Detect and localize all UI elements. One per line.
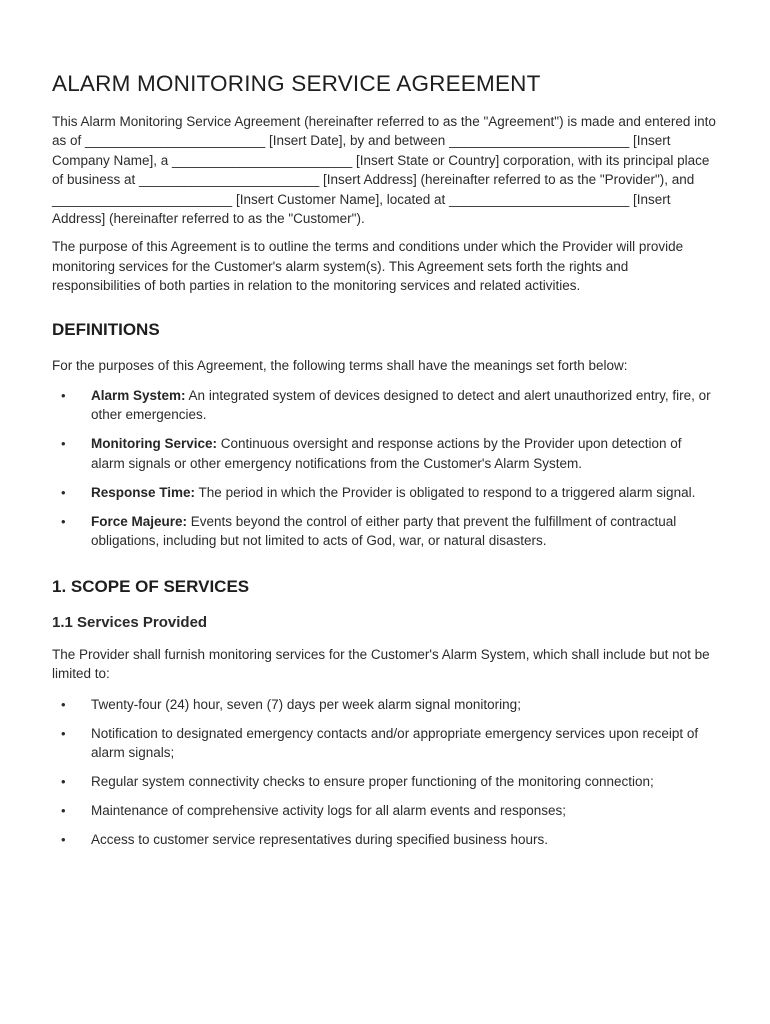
definition-text: An integrated system of devices designed to detect and alert unauthorized entry, fire, or other emergencies. xyxy=(91,388,711,423)
bullet-icon: • xyxy=(61,802,66,818)
definition-text: Events beyond the control of either party that prevent the fulfillment of contractual obligations, including but not limited to acts of God, war, or natural disasters. xyxy=(91,513,677,549)
document-title: ALARM MONITORING SERVICE AGREEMENT xyxy=(52,71,541,96)
definition-term: Monitoring Service: xyxy=(91,436,218,452)
service-item-activity-logs xyxy=(52,801,716,820)
scope-heading: 1. SCOPE OF SERVICES xyxy=(52,576,250,596)
service-item-notification xyxy=(52,724,716,763)
definitions-intro: For the purposes of this Agreement, the following terms shall have the meanings set forth below: xyxy=(52,357,628,373)
bullet-icon: • xyxy=(61,388,66,404)
service-item-text: Regular system connectivity checks to ensure proper functioning of the monitoring connection; xyxy=(91,773,654,789)
service-item-monitoring xyxy=(52,695,716,714)
definition-term: Force Majeure: xyxy=(91,513,188,529)
service-item-text: Maintenance of comprehensive activity logs for all alarm events and responses; xyxy=(91,802,566,818)
service-item-connectivity-checks xyxy=(52,772,716,791)
bullet-icon: • xyxy=(61,436,66,452)
bullet-icon: • xyxy=(61,773,66,789)
bullet-icon: • xyxy=(61,725,66,741)
bullet-icon: • xyxy=(61,831,66,847)
services-provided-intro: The Provider shall furnish monitoring services for the Customer's Alarm System, which shall include but not be limited to: xyxy=(52,646,710,682)
services-list xyxy=(52,695,716,850)
services-provided-subheading: 1.1 Services Provided xyxy=(52,613,208,631)
bullet-icon: • xyxy=(61,513,66,529)
definitions-heading: DEFINITIONS xyxy=(52,319,160,339)
service-item-text: Notification to designated emergency contacts and/or appropriate emergency services upon receipt of alarm signals; xyxy=(91,725,699,760)
scope-of-services-section xyxy=(52,576,716,850)
definitions-section xyxy=(52,319,716,551)
service-item-text: Access to customer service representatives during specified business hours. xyxy=(91,831,548,847)
bullet-icon: • xyxy=(61,484,66,500)
intro-paragraph-purpose: The purpose of this Agreement is to outline the terms and conditions under which the Provider will provide monitoring services for the Customer's alarm system(s). This Agreement sets forth the rights and responsibilities of both parties in relation to the monitoring services and related activities. xyxy=(52,239,684,294)
definition-term: Response Time: xyxy=(91,484,196,500)
definition-item-alarm-system xyxy=(52,386,716,425)
bullet-icon: • xyxy=(61,696,66,712)
service-item-text: Twenty-four (24) hour, seven (7) days per week alarm signal monitoring; xyxy=(91,696,521,712)
definition-text: Continuous oversight and response actions by the Provider upon detection of alarm signals or other emergency notifications from the Customer's Alarm System. xyxy=(91,436,682,471)
service-item-customer-service xyxy=(52,830,716,849)
definitions-list xyxy=(52,386,716,551)
definition-term: Alarm System: xyxy=(91,388,186,404)
document-page xyxy=(52,70,716,859)
definition-item-response-time xyxy=(52,483,716,502)
definition-item-force-majeure xyxy=(52,512,716,551)
intro-paragraph-parties: This Alarm Monitoring Service Agreement (hereinafter referred to as the "Agreement") is made and entered into as of ________________________ [Insert Date], by and between ________________________ [Insert Company Name], a ________________________ [Insert State or Country] corporation, with its principal place of business at ________________________ [Insert Address] (hereinafter referred to as the "Provider"), and ________________________ [Insert Customer Name], located at ________________________ [Insert Address] (hereinafter referred to as the "Customer"). xyxy=(52,114,716,227)
definition-item-monitoring-service xyxy=(52,434,716,473)
definition-text: The period in which the Provider is obligated to respond to a triggered alarm signal. xyxy=(195,484,696,500)
